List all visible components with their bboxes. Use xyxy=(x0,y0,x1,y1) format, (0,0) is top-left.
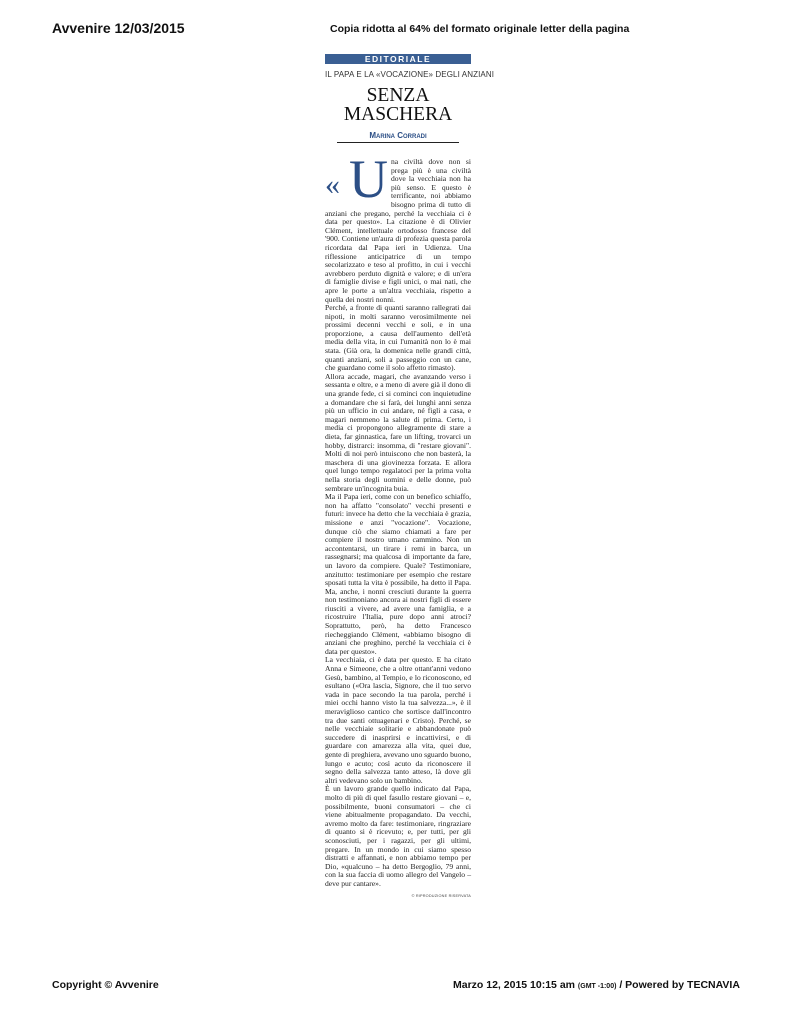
paragraph: La vecchiaia, ci è data per questo. E ha citato Anna e Simeone, che a oltre ottant'anni vedono Gesù, bambino, al Tempio, e lo riconoscono, ed esultano («Ora lascia, Signore, che il tuo servo vada in pace secondo la tua parola, perché i miei occhi hanno visto la tua salvezza...», è il meraviglioso cantico che sortisce dall'incontro tra due santi ottuagenari e Cristo). Perché, se nelle vecchiaie solitarie e abbandonate può succedere di inasprirsi e incattivirsi, e di guardare con amarezza alla vita, quei due, gente di preghiera, avevano uno sguardo buono, lungo e acuto; così acuto da riconoscere il segno della salvezza tanto atteso, là dove gli altri vedevano solo un bambino. xyxy=(325,655,471,785)
paragraph: È un lavoro grande quello indicato dal Papa, molto di più di quel fasullo restare giovani – e, possibilmente, buoni consumatori – che ci viene abitualmente propagandato. Da vecchi, avremo molto da fare: testimoniare, ringraziare di quanto si è ricevuto; e, per tutti, per gli sconosciuti, per i ragazzi, per gli ultimi, pregare. In un mondo in cui siamo spesso distratti e affannati, e non abbiamo tempo per Dio, «qualcuno – ha detto Bergoglio, 79 anni, con la sua faccia di uomo allegro del Vangelo – deve pur cantare». xyxy=(325,784,471,888)
drop-cap xyxy=(325,149,389,209)
headline xyxy=(325,86,471,124)
timezone: (GMT -1:00) xyxy=(577,983,617,990)
paragraph: na civiltà dove non si prega più è una civiltà dove la vecchiaia non ha più senso. E questo è terrificante, noi abbiamo bisogno prima di tutto di anziani che pregano, perché la vecchiaia ci è data per questo». La citazione è di Olivier Clément, intellettuale ortodosso francese del '900. Contiene un'aura di profezia questa parola ricordata dal Papa ieri in Udienza. Una riflessione anticipatrice di un tempo secolarizzato e teso al profitto, in cui i vecchi avrebbero perduto dignità e valore; e di un'era di famiglie divise e figli unici, o mai nati, che apre le porte a un'altra vecchiaia, rispetto a quella dei nostri nonni. xyxy=(325,157,471,304)
article xyxy=(325,54,495,899)
copyright: Copyright © Avvenire xyxy=(52,979,159,991)
headline-line-2: MASCHERA xyxy=(343,104,453,125)
copy-note: Copia ridotta al 64% del formato originale letter della pagina xyxy=(330,23,630,35)
kicker: IL PAPA E LA «VOCAZIONE» DEGLI ANZIANI xyxy=(325,70,495,79)
article-body xyxy=(325,149,471,888)
timestamp: Marzo 12, 2015 10:15 am xyxy=(453,979,575,991)
paragraph: Allora accade, magari, che avanzando verso i sessanta e oltre, e a meno di avere già il dono di una grande fede, ci si cominci con inquietudine a domandare che si farà, dei lunghi anni senza più un ufficio in cui andare, né figli a casa, e magari nemmeno la salute di prima. Certo, i media ci propongono allegramente di stare a dieta, far ginnastica, fare un lifting, trovarci un hobby, distrarci: insomma, di "restare giovani". Molti di noi però intuiscono che non basterà, la maschera di una giovinezza forzata. E allora quel lungo tempo regalatoci per la prima volta nella storia degli uomini e delle donne, può sembrare un'incognita buia. xyxy=(325,371,471,493)
drop-cap-quote: « xyxy=(325,168,340,201)
byline: Marina Corradi xyxy=(337,131,459,143)
paragraph: Ma il Papa ieri, come con un benefico schiaffo, non ha affatto "consolato" vecchi presenti e futuri: invece ha detto che la vecchiaia è grazia, missione e anzi "vocazione". Vocazione, dunque ciò che siamo chiamati a fare per compiere il nostro umano cammino. Non un accontentarsi, un tirare i remi in barca, un rassegnarsi; ma qualcosa di importante da fare, un lavoro da compiere. Quale? Testimoniare, anzitutto: testimoniare per esempio che restare sposati tutta la vita è possibile, ha detto il Papa. Ma, anche, i nonni cresciuti durante la guerra non testimoniano ancora ai nostri figli di essere riusciti a vivere, ad avere una famiglia, e a ricostruire l'Italia, pure dopo anni atroci? Soprattutto, però, ha detto Francesco riecheggiando Clément, «abbiamo bisogno di anziani che preghino, perché la vecchiaia ci è data per questo». xyxy=(325,492,471,656)
powered-by: / Powered by TECNAVIA xyxy=(619,979,740,991)
section-label: EDITORIALE xyxy=(325,54,471,64)
drop-cap-letter: U xyxy=(349,149,388,209)
publication-date: Avvenire 12/03/2015 xyxy=(52,20,185,36)
headline-line-1: SENZA xyxy=(366,85,430,106)
footer-timestamp xyxy=(453,979,740,991)
reproduction-note: © RIPRODUZIONE RISERVATA xyxy=(411,894,471,899)
paragraph: Perché, a fronte di quanti saranno rallegrati dai nipoti, in molti saranno verosimilmente nei prossimi decenni vecchi e soli, e in una proporzione, a causa dell'aumento dell'età media della vita, in cui l'umanità non lo è mai stata. (Già ora, la domenica nelle grandi città, quanti anziani, soli a passeggio con un cane, che guardano come il solo affetto rimasto). xyxy=(325,303,471,373)
